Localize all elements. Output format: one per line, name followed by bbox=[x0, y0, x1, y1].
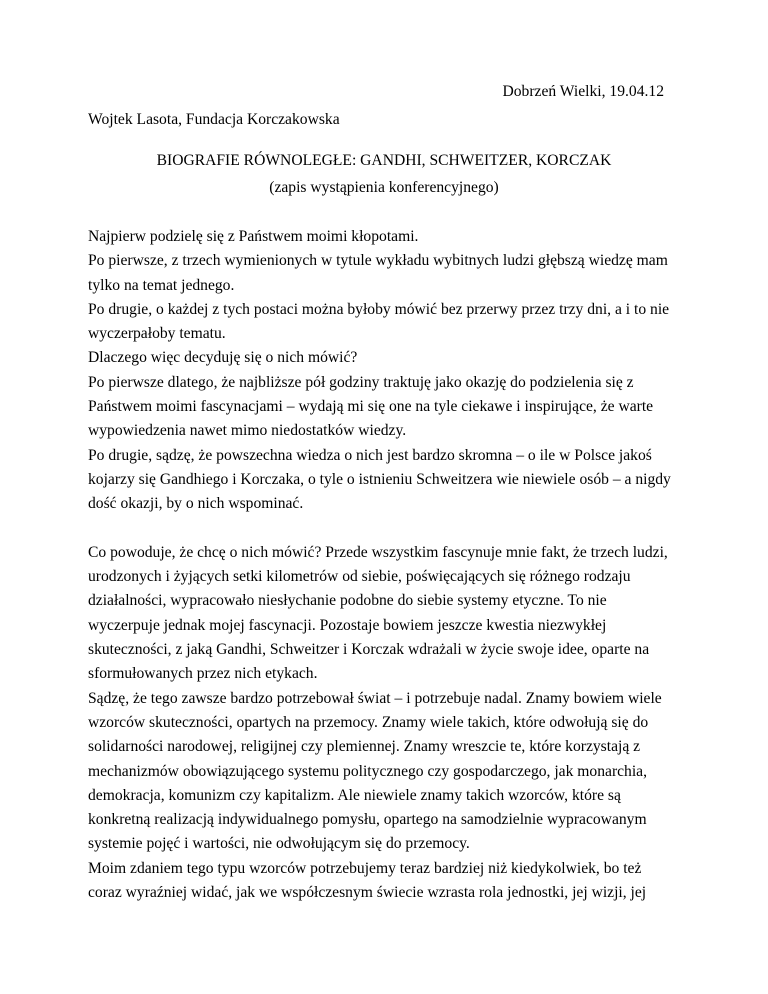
document-subtitle: (zapis wystąpienia konferencyjnego) bbox=[269, 179, 499, 196]
text-line: wzorców skuteczności, opartych na przemocy. Znamy wiele takich, które odwołują się do bbox=[88, 713, 649, 731]
text-line: kojarzy się Gandhiego i Korczaka, o tyle o istnieniu Schweitzera wie niewiele osób – a nigdy bbox=[88, 470, 671, 488]
text-line: Państwem moimi fascynacjami – wydają mi się one na tyle ciekawe i inspirujące, że warte bbox=[88, 398, 654, 416]
body-text bbox=[88, 225, 688, 905]
text-line: Najpierw podzielę się z Państwem moimi kłopotami. bbox=[88, 228, 419, 245]
text-line: Po pierwsze, z trzech wymienionych w tytule wykładu wybitnych ludzi głębszą wiedzę mam bbox=[88, 252, 668, 270]
paragraph-2 bbox=[88, 541, 688, 905]
text-line: tylko na temat jednego. bbox=[88, 276, 235, 294]
author-line: Wojtek Lasota, Fundacja Korczakowska bbox=[88, 111, 340, 128]
text-line: wyczerpałoby tematu. bbox=[88, 325, 226, 343]
text-line: wyczerpuje jednak mojej fascynacji. Pozostaje bowiem jeszcze kwestia niezwykłej bbox=[88, 616, 607, 634]
text-line: działalności, wypracowało niesłychanie podobne do siebie systemy etyczne. To nie bbox=[88, 592, 607, 610]
text-line: Sądzę, że tego zawsze bardzo potrzebował świat – i potrzebuje nadal. Znamy bowiem wiele bbox=[88, 689, 662, 707]
date-line: Dobrzeń Wielki, 19.04.12 bbox=[502, 83, 664, 100]
text-line: urodzonych i żyjących setki kilometrów od siebie, poświęcających się różnego rodzaju bbox=[88, 568, 631, 586]
text-line: systemie pojęć i wartości, nie odwołującym się do przemocy. bbox=[88, 835, 470, 853]
text-line: mechanizmów obowiązującego systemu politycznego czy gospodarczego, jak monarchia, bbox=[88, 762, 648, 780]
text-line: Po pierwsze dlatego, że najbliższe pół godziny traktuję jako okazję do podzielenia się z bbox=[88, 373, 634, 391]
paragraph-spacer bbox=[88, 517, 688, 541]
text-line: Dlaczego więc decyduję się o nich mówić? bbox=[88, 349, 358, 367]
text-line: konkretną realizacją indywidualnego pomysłu, opartego na samodzielnie wypracowanym bbox=[88, 811, 647, 829]
text-line: skuteczności, z jaką Gandhi, Schweitzer i Korczak wdrażali w życie swoje idee, oparte na bbox=[88, 641, 650, 659]
text-line: dość okazji, by o nich wspominać. bbox=[88, 495, 304, 513]
text-line: demokracja, komunizm czy kapitalizm. Ale niewiele znamy takich wzorców, które są bbox=[88, 786, 621, 804]
text-line: Po drugie, o każdej z tych postaci można byłoby mówić bez przerwy przez trzy dni, a i to nie bbox=[88, 300, 670, 318]
document-title: BIOGRAFIE RÓWNOLEGŁE: GANDHI, SCHWEITZER, KORCZAK bbox=[156, 152, 612, 169]
text-line: Po drugie, sądzę, że powszechna wiedza o nich jest bardzo skromna – o ile w Polsce jakoś bbox=[88, 446, 652, 464]
text-line: wypowiedzenia nawet mimo niedostatków wiedzy. bbox=[88, 422, 407, 440]
text-line: Co powoduje, że chcę o nich mówić? Przede wszystkim fascynuje mnie fakt, że trzech ludzi, bbox=[88, 543, 668, 561]
paragraph-1 bbox=[88, 225, 688, 517]
text-line: coraz wyraźniej widać, jak we współczesnym świecie wzrasta rola jednostki, jej wizji, jej bbox=[88, 884, 647, 902]
text-line: Moim zdaniem tego typu wzorców potrzebujemy teraz bardziej niż kiedykolwiek, bo też bbox=[88, 859, 642, 877]
text-line: sformułowanych przez nich etykach. bbox=[88, 665, 318, 683]
text-line: solidarności narodowej, religijnej czy plemiennej. Znamy wreszcie te, które korzystają z bbox=[88, 738, 641, 756]
